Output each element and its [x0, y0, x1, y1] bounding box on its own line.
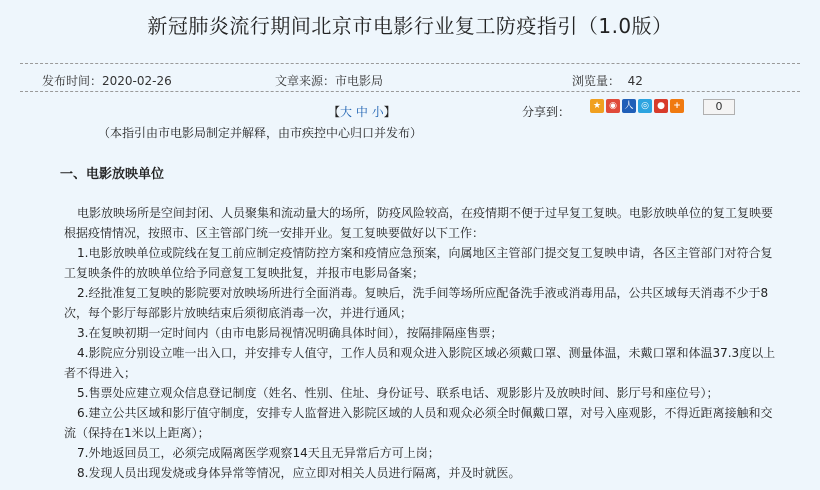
body-paragraph: 电影放映场所是空间封闭、人员聚集和流动量大的场所，防疫风险较高，在疫情期不便于过早复工复映。电影放映单位的复工复映要根据疫情情况，按照市、区主管部门统一安排开业。复工复映要做好以下工作：	[64, 206, 774, 240]
renren-icon[interactable]: 人	[622, 99, 636, 113]
views-label: 浏览量：	[572, 74, 621, 88]
weibo-icon[interactable]: ◉	[606, 99, 620, 113]
qq-weibo-icon[interactable]: ◎	[638, 99, 652, 113]
source-value: 市电影局	[335, 74, 384, 88]
views-value: 42	[627, 74, 643, 88]
view-count	[572, 72, 643, 89]
body-paragraph: 8.发现人员出现发烧或身体异常等情况，应立即对相关人员进行隔离，并及时就医。	[77, 466, 521, 480]
font-size-switcher	[328, 103, 396, 120]
article-intro-note: （本指引由市电影局制定并解释，由市疾控中心归口并发布）	[98, 126, 423, 140]
article-body	[64, 203, 776, 483]
body-paragraph: 5.售票处应建立观众信息登记制度（姓名、性别、住址、身份证号、联系电话、观影影片及放映时间、影厅号和座位号）；	[77, 386, 719, 400]
section-heading: 一、电影放映单位	[60, 167, 165, 182]
share-label: 分享到：	[522, 105, 571, 119]
body-paragraph: 2.经批准复工复映的影院要对放映场所进行全面消毒。复映后，洗手间等场所应配备洗手液或消毒用品，公共区域每天消毒不少于8次，每个影厅每部影片放映结束后须彻底消毒一次，并进行通风；	[64, 286, 769, 320]
meta-divider	[20, 91, 800, 92]
font-size-bracket-close: 】	[383, 105, 396, 119]
body-paragraph: 6.建立公共区域和影厅值守制度，安排专人监督进入影院区域的人员和观众必须全时佩戴口罩，对号入座观影，不得近距离接触和交流（保持在1米以上距离）；	[64, 406, 773, 440]
baidu-icon[interactable]: ●	[654, 99, 668, 113]
publish-date	[42, 72, 172, 89]
font-size-bracket-open: 【	[328, 105, 341, 119]
publish-label: 发布时间：	[42, 74, 103, 88]
publish-value: 2020-02-26	[102, 74, 172, 88]
more-plus-icon[interactable]: +	[670, 99, 684, 113]
font-size-large-link[interactable]: 大	[340, 105, 353, 119]
body-paragraph: 3.在复映初期一定时间内（由市电影局视情况明确具体时间），按隔排隔座售票；	[77, 326, 503, 340]
body-paragraph: 1.电影放映单位或院线在复工前应制定疫情防控方案和疫情应急预案，向属地区主管部门提交复工复映申请，各区主管部门对符合复工复映条件的放映单位给予同意复工复映批复，并报市电影局备案；	[64, 246, 773, 280]
font-size-medium-link[interactable]: 中	[355, 105, 368, 119]
font-size-small-link[interactable]: 小	[371, 105, 384, 119]
body-paragraph: 4.影院应分别设立唯一出入口，并安排专人值守，工作人员和观众进入影院区域必须戴口罩、测量体温，未戴口罩和体温37.3度以上者不得进入；	[64, 346, 776, 380]
article-source	[275, 72, 383, 89]
top-divider	[20, 63, 800, 64]
body-paragraph: 7.外地返回员工，必须完成隔离医学观察14天且无异常后方可上岗；	[77, 446, 440, 460]
source-label: 文章来源：	[275, 74, 336, 88]
qzone-icon[interactable]: ★	[590, 99, 604, 113]
article-title: 新冠肺炎流行期间北京市电影行业复工防疫指引（1.0版）	[147, 14, 673, 38]
share-count: 0	[703, 99, 735, 115]
share-icons	[590, 99, 684, 113]
